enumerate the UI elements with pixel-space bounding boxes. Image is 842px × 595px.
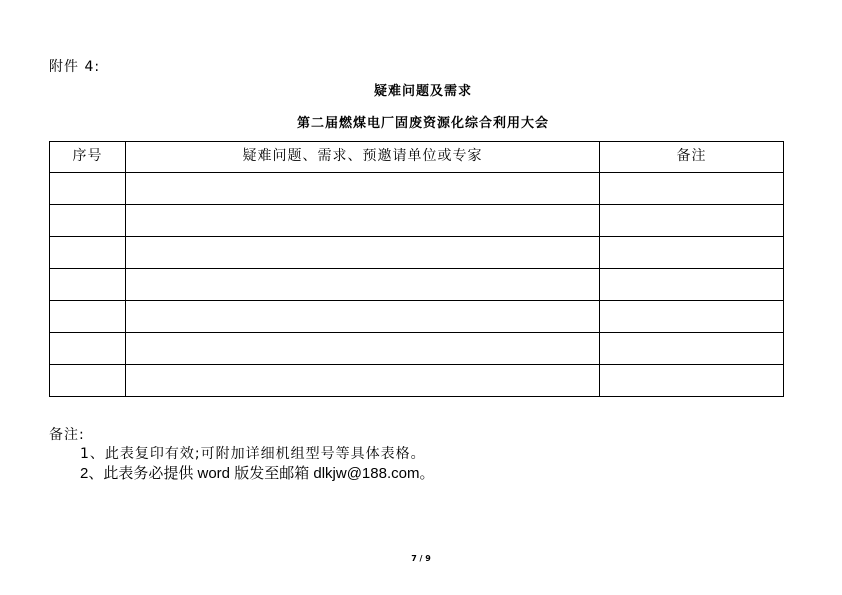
table-cell[interactable] [600,237,784,269]
table-row [50,237,784,269]
note-item-2: 2、此表务必提供 word 版发至邮箱 dlkjw@188.com。 [80,465,435,482]
table-cell[interactable] [126,269,600,301]
column-header-number: 序号 [50,142,126,173]
table-row [50,365,784,397]
page-number: 7 / 9 [411,554,431,563]
table-cell[interactable] [600,173,784,205]
table-cell[interactable] [50,173,126,205]
table-row [50,269,784,301]
table-cell[interactable] [126,205,600,237]
table-row [50,301,784,333]
attachment-label: 附件 4: [49,59,101,75]
table-cell[interactable] [600,269,784,301]
table-cell[interactable] [126,237,600,269]
conference-title: 第二届燃煤电厂固废资源化综合利用大会 [296,116,549,131]
notes-label: 备注: [49,427,85,443]
table-row [50,333,784,365]
table-cell[interactable] [50,301,126,333]
table-cell[interactable] [50,365,126,397]
table-row [50,205,784,237]
table-header-row [50,142,784,173]
table-cell[interactable] [600,301,784,333]
requests-table [49,141,784,397]
table-cell[interactable] [126,301,600,333]
document-title: 疑难问题及需求 [373,84,472,99]
column-header-remarks: 备注 [600,142,784,173]
table-cell[interactable] [50,237,126,269]
table-cell[interactable] [126,173,600,205]
table-cell[interactable] [600,365,784,397]
table-row [50,173,784,205]
note-item-1: 1、此表复印有效;可附加详细机组型号等具体表格。 [80,446,426,462]
table-cell[interactable] [50,333,126,365]
column-header-issues: 疑难问题、需求、预邀请单位或专家 [126,142,600,173]
table-cell[interactable] [50,205,126,237]
table-cell[interactable] [600,333,784,365]
table-cell[interactable] [50,269,126,301]
table-cell[interactable] [126,365,600,397]
table-cell[interactable] [126,333,600,365]
table-cell[interactable] [600,205,784,237]
